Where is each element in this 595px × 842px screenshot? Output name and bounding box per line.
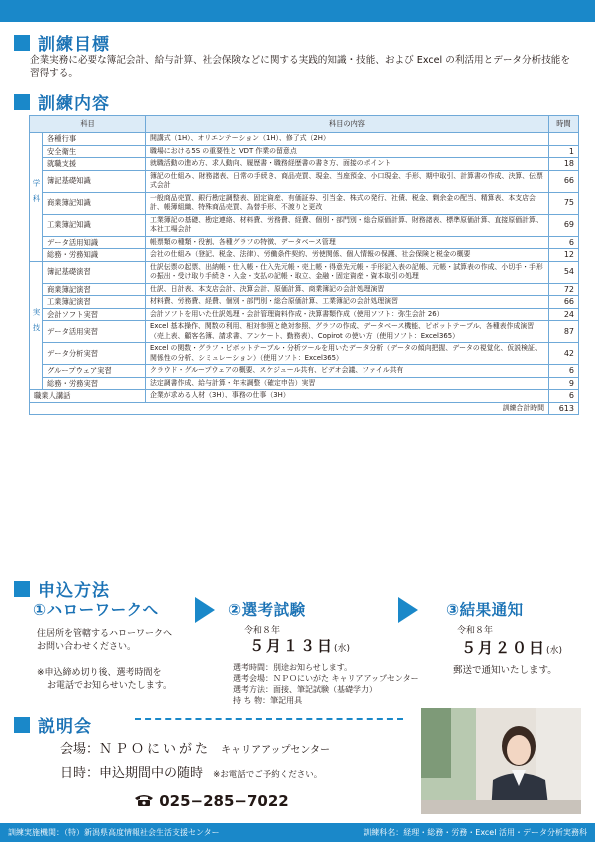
subject-cell: 就職支援 — [43, 158, 146, 171]
subject-cell: 会計ソフト実習 — [43, 308, 146, 321]
step1-text — [37, 628, 172, 654]
step1-text-line1: 住居所を管轄するハローワークへ — [37, 629, 173, 639]
telephone-icon — [134, 793, 154, 807]
group-label-text: 実技 — [32, 307, 41, 339]
step2-title: ②選考試験 — [228, 601, 306, 619]
table-row — [30, 158, 579, 171]
time-label: 日時： — [60, 766, 100, 781]
heading-square-icon — [14, 581, 30, 597]
table-row — [30, 377, 579, 390]
hours-cell: 87 — [549, 321, 579, 343]
step2-era: 令和８年 — [244, 626, 281, 636]
hours-cell: 72 — [549, 283, 579, 296]
phone-line[interactable] — [134, 791, 289, 811]
step2-detail-items: 持 ち 物：筆記用具 — [233, 696, 303, 705]
subject-cell: 商業簿記知識 — [43, 192, 146, 214]
step1-note-line2: お電話でお知らせいたします。 — [47, 681, 173, 691]
hours-cell: 66 — [549, 296, 579, 309]
venue-label: 会場： — [60, 742, 100, 757]
footer-bar — [0, 823, 595, 842]
arrow-right-icon — [398, 597, 418, 623]
content-cell: 企業が求める人材（3H）、事務の仕事（3H） — [146, 390, 549, 403]
content-cell: Excel の関数・グラフ・ピボットテーブル・分析ツールを用いたデータ分析（データの傾向把握、データの視覚化、仮説検証、関係性の分析、シミュレーション）（使用ソフト：Excel365） — [146, 343, 549, 365]
hours-cell: 69 — [549, 214, 579, 236]
content-cell: 仕訳、日計表、本支店会計、決算会計、原価計算、商業簿記の会計処理演習 — [146, 283, 549, 296]
table-row — [30, 296, 579, 309]
goal-text: 企業実務に必要な簿記会計、給与計算、社会保険などに関する実践的知識・技能、および Excel の利活用とデータ分析技能を習得する。 — [30, 55, 570, 79]
table-row — [30, 308, 579, 321]
step3-era: 令和８年 — [457, 626, 494, 636]
subject-cell: グループウェア実習 — [43, 365, 146, 378]
hours-cell — [549, 133, 579, 146]
hours-cell: 54 — [549, 261, 579, 283]
subject-cell: 総務・労務知識 — [43, 249, 146, 262]
step2-date-value: ５月１３日 — [249, 637, 335, 655]
step3-text: 郵送で通知いたします。 — [453, 665, 557, 676]
content-cell: 会社の仕組み（登記、税金、法律）、労働条件契約、労使関係、個人情報の保護、社会保険と税金の概要 — [146, 249, 549, 262]
total-label: 訓練合計時間 — [30, 402, 549, 415]
heading-square-icon — [14, 717, 30, 733]
content-cell: 材料費、労務費、経費、個別・部門別・総合原価計算、工業簿記の会計処理演習 — [146, 296, 549, 309]
step3-date — [461, 639, 563, 658]
time-note: ※お電話でご予約ください。 — [213, 770, 323, 780]
step3-title: ③結果通知 — [446, 601, 524, 619]
venue-value: ＮＰＯにいがた — [99, 742, 212, 757]
subject-cell: 工業簿記演習 — [43, 296, 146, 309]
subject-cell: 簿記基礎演習 — [43, 261, 146, 283]
header-subject: 科目 — [30, 116, 146, 133]
table-row — [30, 261, 579, 283]
venue-sub: キャリアアップセンター — [221, 745, 330, 756]
goal-heading — [14, 30, 110, 55]
group-label — [30, 261, 43, 390]
content-cell: Excel 基本操作、関数の利用、相対参照と絶対参照、グラフの作成、データベース機能、ピボットテーブル、各種表作成演習（売上表、顧客名簿、請求書、アンケート、勤務表）、Copirot の使い方（使用ソフト：Excel365） — [146, 321, 549, 343]
top-bar — [0, 0, 595, 22]
hours-cell: 9 — [549, 377, 579, 390]
table-row — [30, 283, 579, 296]
footer-course-name: 訓練科名：経理・総務・労務・Excel 活用・データ分析実務科 — [363, 828, 587, 837]
briefing-heading — [14, 712, 92, 737]
footer-organizer: 訓練実施機関：（特）新潟県高度情報社会生活支援センター — [8, 828, 220, 837]
briefing-title: 説明会 — [38, 717, 92, 737]
hours-cell: 18 — [549, 158, 579, 171]
apply-title: 申込方法 — [38, 581, 110, 601]
subject-cell: 簿記基礎知識 — [43, 170, 146, 192]
subject-cell: 工業簿記知識 — [43, 214, 146, 236]
content-cell: 開講式（1H）、オリエンテーション（1H）、修了式（2H） — [146, 133, 549, 146]
content-cell: 帳票類の種類・役割、各種グラフの特徴、データベース管理 — [146, 236, 549, 249]
step1-note — [37, 667, 172, 693]
table-row — [30, 214, 579, 236]
step3-date-value: ５月２０日 — [461, 639, 547, 657]
step2-date — [249, 637, 351, 656]
subject-cell: データ分析実習 — [43, 343, 146, 365]
content-cell: 就職活動の進め方、求人動向、履歴書・職務経歴書の書き方、面接のポイント — [146, 158, 549, 171]
hours-cell: 12 — [549, 249, 579, 262]
group-label — [30, 133, 43, 262]
arrow-right-icon — [195, 597, 215, 623]
content-cell: 簿記の仕組み、財務諸表、日常の手続き、商品売買、現金、当座預金、小口現金、手形、期中取引、計算書の作成、決算、伝票式会計 — [146, 170, 549, 192]
table-row — [30, 390, 579, 403]
table-row — [30, 343, 579, 365]
table-row — [30, 170, 579, 192]
hours-cell: 1 — [549, 145, 579, 158]
hours-cell: 75 — [549, 192, 579, 214]
step1-text-line2: お問い合わせください。 — [37, 642, 137, 652]
subject-cell: 総務・労務実習 — [43, 377, 146, 390]
subject-cell: 職業人講話 — [30, 390, 146, 403]
table-row — [30, 236, 579, 249]
step2-detail-venue: 選考会場：ＮＰＯにいがた キャリアアップセンター — [233, 674, 419, 683]
content-cell: 一般商品売買、銀行勘定調整表、固定資産、有価証券、引当金、株式の発行、社債、税金、剰余金の配当、精算表、本支店会計、帳簿組織、特殊商品売買、為替手形、不渡りと更改 — [146, 192, 549, 214]
step2-detail-time: 選考時間：別途お知らせします。 — [233, 663, 353, 672]
subject-cell: 商業簿記演習 — [43, 283, 146, 296]
table-row — [30, 133, 579, 146]
woman-at-desk-icon — [421, 708, 581, 814]
curriculum-table — [29, 115, 579, 415]
hours-cell: 66 — [549, 170, 579, 192]
step2-dow: (水) — [334, 644, 351, 654]
time-value: 申込期間中の随時 — [99, 766, 204, 781]
hours-cell: 6 — [549, 236, 579, 249]
briefing-time — [60, 765, 322, 784]
table-row — [30, 145, 579, 158]
table-row — [30, 321, 579, 343]
content-title: 訓練内容 — [38, 94, 110, 114]
header-content: 科目の内容 — [146, 116, 549, 133]
goal-title: 訓練目標 — [38, 35, 110, 55]
staff-photo — [421, 708, 581, 814]
content-heading — [14, 89, 110, 114]
step1-note-line1: ※申込締め切り後、選考時間を — [37, 668, 162, 678]
step3-dow: (水) — [546, 646, 563, 656]
step2-details — [233, 662, 419, 706]
subject-cell: データ活用実習 — [43, 321, 146, 343]
subject-cell: 各種行事 — [43, 133, 146, 146]
table-row — [30, 249, 579, 262]
group-label-text: 学科 — [32, 179, 41, 211]
step2-detail-method: 選考方法：面接、筆記試験（基礎学力） — [233, 685, 377, 694]
table-header-row — [30, 116, 579, 133]
heading-square-icon — [14, 94, 30, 110]
hours-cell: 6 — [549, 365, 579, 378]
content-cell: 法定調書作成、給与計算・年末調整（確定申告）実習 — [146, 377, 549, 390]
total-row — [30, 402, 579, 415]
content-cell: 仕訳伝票の起票、出納帳・仕入帳・仕入先元帳・売上帳・得意先元帳・手形記入表の記帳、元帳・試算表の作成、小切手・手形の振出・受け取り手続き・入金・支払の記帳・取立、金融・固定資産・資本取引の処理 — [146, 261, 549, 283]
subject-cell: データ活用知識 — [43, 236, 146, 249]
subject-cell: 安全衛生 — [43, 145, 146, 158]
content-cell: 職場における5S の重要性と VDT 作業の留意点 — [146, 145, 549, 158]
header-hours: 時間 — [549, 116, 579, 133]
table-row — [30, 365, 579, 378]
heading-square-icon — [14, 35, 30, 51]
total-hours: 613 — [549, 402, 579, 415]
content-cell: 会計ソフトを用いた仕訳処理・会計管理資料作成・決算書類作成（使用ソフト：弥生会計 26） — [146, 308, 549, 321]
briefing-venue — [60, 741, 330, 760]
step1-title: ①ハローワークへ — [33, 601, 159, 619]
hours-cell: 6 — [549, 390, 579, 403]
hours-cell: 24 — [549, 308, 579, 321]
content-cell: クラウド・グループウェアの概要、スケジュール共有、ビデオ会議、ファイル共有 — [146, 365, 549, 378]
dashed-divider — [135, 718, 403, 720]
content-cell: 工業簿記の基礎、勘定連絡、材料費、労務費、経費、個別・部門別・総合原価計算、財務諸表、標準原価計算、直接原価計算、本社工場会計 — [146, 214, 549, 236]
hours-cell: 42 — [549, 343, 579, 365]
phone-number[interactable]: 025−285−7022 — [159, 792, 289, 810]
table-row — [30, 192, 579, 214]
